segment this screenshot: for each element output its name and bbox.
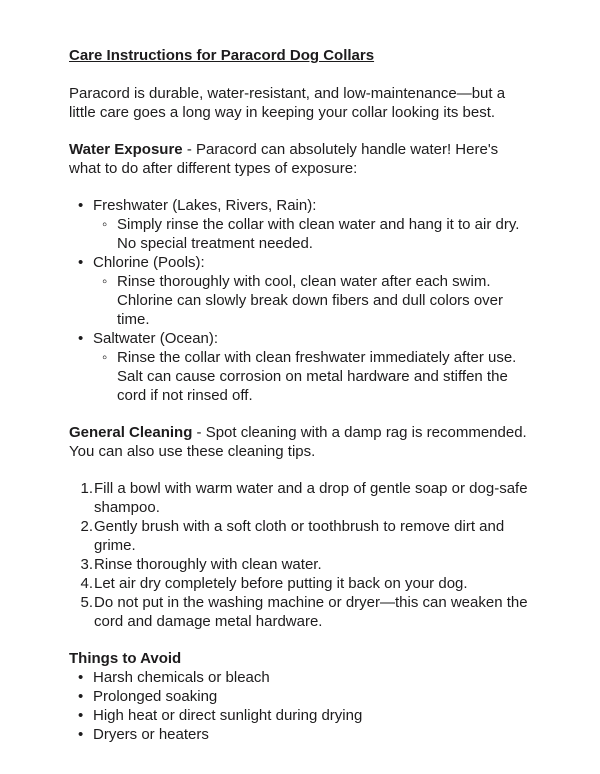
avoid-item: • Harsh chemicals or bleach (69, 668, 530, 687)
list-item-label: Freshwater (Lakes, Rivers, Rain): (93, 197, 317, 214)
list-item-chlorine (69, 253, 530, 329)
avoid-item: • High heat or direct sunlight during drying (69, 706, 530, 725)
things-to-avoid-heading: Things to Avoid (69, 650, 182, 667)
page-title: Care Instructions for Paracord Dog Collars (69, 47, 375, 64)
intro-paragraph: Paracord is durable, water-resistant, and low-maintenance—but a little care goes a long way in keeping your collar looking its best. (69, 85, 506, 121)
saltwater-sub-list (93, 348, 530, 405)
chlorine-sub-list (93, 272, 530, 329)
list-item-saltwater (69, 329, 530, 405)
sub-list-item: ◦ Simply rinse the collar with clean water and hang it to air dry. No special treatment needed. (93, 215, 530, 253)
cleaning-step: Do not put in the washing machine or dryer—this can weaken the cord and damage metal hardware. (94, 594, 528, 630)
cleaning-steps-list (69, 479, 530, 631)
general-cleaning-paragraph (69, 423, 530, 461)
list-item-label: Chlorine (Pools): (93, 254, 205, 271)
list-item-label: Saltwater (Ocean): (93, 330, 219, 347)
water-exposure-paragraph (69, 140, 530, 178)
cleaning-step: Fill a bowl with warm water and a drop of gentle soap or dog-safe shampoo. (94, 480, 528, 516)
cleaning-step: Gently brush with a soft cloth or toothbrush to remove dirt and grime. (94, 518, 505, 554)
cleaning-step: Rinse thoroughly with clean water. (94, 556, 322, 573)
things-to-avoid-list (69, 668, 530, 744)
water-exposure-heading: Water Exposure (69, 141, 183, 158)
avoid-item: • Dryers or heaters (69, 725, 530, 744)
avoid-item: • Prolonged soaking (69, 687, 530, 706)
sub-list-item: ◦ Rinse thoroughly with cool, clean water after each swim. Chlorine can slowly break down fibers and dull colors over time. (93, 272, 530, 329)
water-exposure-list (69, 196, 530, 405)
cleaning-step: Let air dry completely before putting it back on your dog. (94, 575, 468, 592)
general-cleaning-heading: General Cleaning (69, 424, 193, 441)
freshwater-sub-list (93, 215, 530, 253)
list-item-freshwater (69, 196, 530, 253)
sub-list-item: ◦ Rinse the collar with clean freshwater immediately after use. Salt can cause corrosion on metal hardware and stiffen the cord if not rinsed off. (93, 348, 530, 405)
water-exposure-text: - Paracord can absolutely handle water! Here's what to do after different types of exposure: (69, 141, 499, 177)
general-cleaning-text: - Spot cleaning with a damp rag is recommended. You can also use these cleaning tips. (69, 424, 527, 460)
